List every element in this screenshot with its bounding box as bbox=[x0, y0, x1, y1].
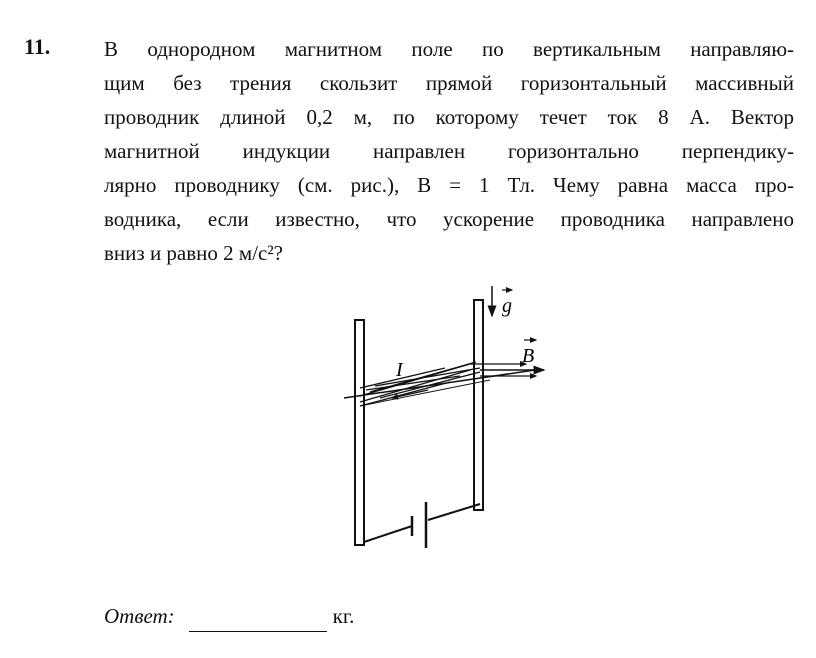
answer-line bbox=[104, 604, 354, 632]
circuit-diagram bbox=[330, 280, 570, 560]
problem-number: 11. bbox=[24, 34, 51, 59]
answer-label: Ответ: bbox=[104, 604, 175, 628]
problem-text-line: вниз и равно 2 м/с²? bbox=[104, 241, 283, 265]
label-b-text: B bbox=[522, 345, 535, 367]
left-rail bbox=[355, 320, 364, 545]
answer-unit: кг. bbox=[332, 604, 355, 628]
problem-text-line: магнитной индукции направлен горизонтально перпендику- bbox=[104, 139, 794, 163]
problem-text-line: В однородном магнитном поле по вертикальным направляю- bbox=[104, 37, 794, 61]
problem-text bbox=[104, 32, 794, 270]
right-rail bbox=[474, 300, 483, 510]
answer-blank[interactable] bbox=[189, 606, 327, 632]
problem-text-line: проводник длиной 0,2 м, по которому течет ток 8 А. Вектор bbox=[104, 105, 794, 129]
problem-text-line: лярно проводнику (см. рис.), B = 1 Тл. Чему равна масса про- bbox=[104, 173, 794, 197]
field-lines bbox=[360, 362, 480, 406]
label-g-text: g bbox=[502, 295, 512, 317]
conductor bbox=[344, 370, 535, 398]
label-b bbox=[522, 340, 536, 367]
label-i-text: I bbox=[396, 359, 403, 381]
problem-text-line: щим без трения скользит прямой горизонтальный массивный bbox=[104, 71, 794, 95]
problem-text-line: водника, если известно, что ускорение проводника направлено bbox=[104, 207, 794, 231]
label-g bbox=[502, 290, 512, 317]
battery bbox=[364, 502, 480, 548]
